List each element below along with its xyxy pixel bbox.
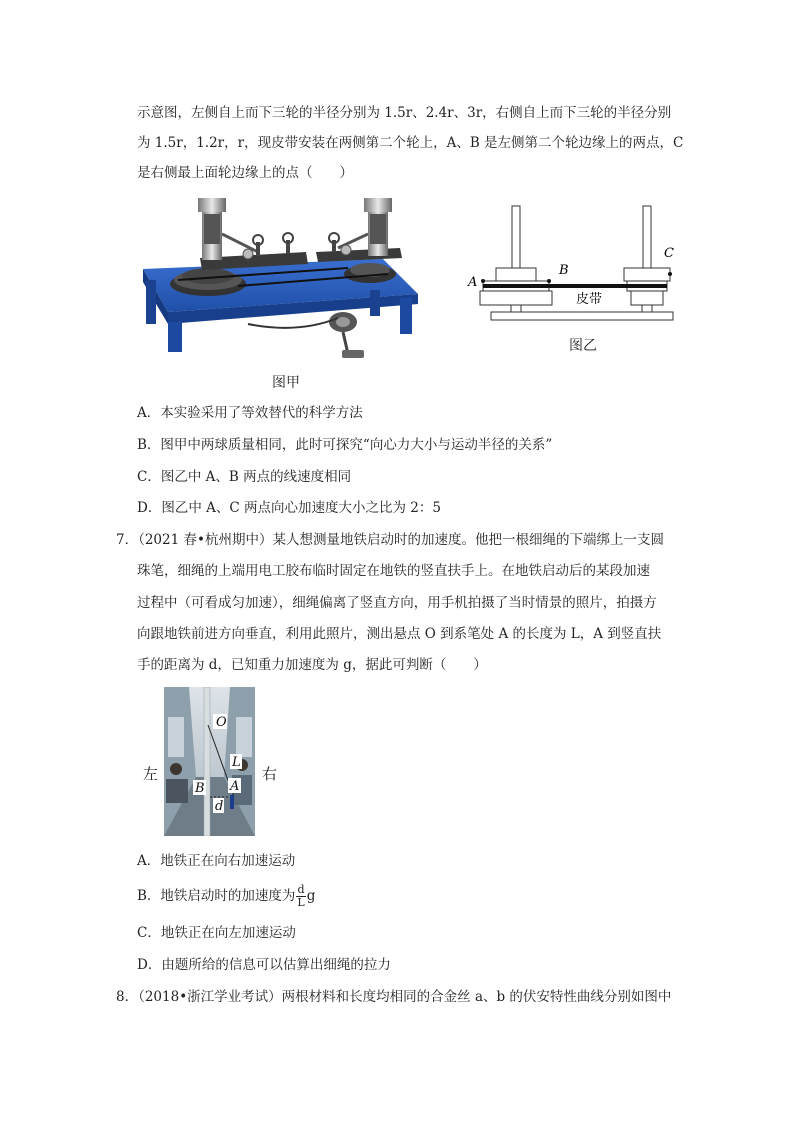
q7-stem-line-1: 7．（2021 春•杭州期中）某人想测量地铁启动时的加速度。他把一根细绳的下端绑上一支圆 [116, 532, 664, 548]
q7-stem-line-2: 珠笔，细绳的上端用电工胶布临时固定在地铁的竖直扶手上。在地铁启动后的某段加速 [137, 563, 650, 579]
label-a: A [230, 779, 240, 794]
photo-label-right: 右 [262, 765, 278, 783]
q7-option-d: D．由题所给的信息可以估算出细绳的拉力 [137, 957, 391, 973]
label-o: O [216, 715, 227, 730]
q6-option-a: A．本实验采用了等效替代的科学方法 [137, 405, 363, 421]
subway-photo [164, 687, 255, 836]
q6-option-b: B．图甲中两球质量相同，此时可探究“向心力大小与运动半径的关系” [137, 437, 553, 453]
label-belt: 皮带 [576, 292, 603, 307]
label-b: B [559, 263, 569, 278]
label-c: C [664, 246, 674, 261]
q7-option-b-fraction [296, 884, 305, 909]
photo-label-left: 左 [143, 765, 159, 783]
figure-yi-caption: 图乙 [569, 338, 597, 354]
q7-stem-line-4: 向跟地铁前进方向垂直，利用此照片，测出悬点 O 到系笔处 A 的长度为 L，A 到竖直扶 [137, 626, 662, 642]
q7-option-b-prefix: B．地铁启动时的加速度为 [137, 888, 296, 904]
q8-stem-line-1: 8．（2018•浙江学业考试）两根材料和长度均相同的合金丝 a、b 的伏安特性曲线分别如图中 [116, 989, 672, 1005]
q7-stem-line-5: 手的距离为 d，已知重力加速度为 g，据此可判断（ ） [137, 657, 487, 673]
q6-option-d: D．图乙中 A、C 两点向心加速度大小之比为 2：5 [137, 500, 441, 516]
q6-stem-line-1: 示意图，左侧自上而下三轮的半径分别为 1.5r、2.4r、3r，右侧自上而下三轮的半径分别 [137, 105, 672, 121]
q6-stem-line-2: 为 1.5r，1.2r，r，现皮带安装在两侧第二个轮上，A、B 是左侧第二个轮边缘上的两点，C [137, 135, 684, 151]
label-b: B [195, 781, 205, 796]
q7-option-c: C．地铁正在向左加速运动 [137, 925, 296, 941]
q6-option-c: C．图乙中 A、B 两点的线速度相同 [137, 469, 352, 485]
q7-option-b-suffix: g [306, 888, 316, 904]
label-d: d [215, 799, 224, 814]
q7-option-b [137, 882, 315, 910]
fraction-numerator: d [297, 883, 305, 896]
figure-jia-caption: 图甲 [272, 375, 300, 391]
q6-stem-line-3: 是右侧最上面轮边缘上的点（ ） [137, 165, 353, 181]
fraction-denominator: L [297, 896, 305, 909]
figure-jia-apparatus [138, 194, 420, 366]
q7-option-a: A．地铁正在向右加速运动 [137, 853, 296, 869]
figure-yi-schematic [455, 200, 691, 328]
q7-stem-line-3: 过程中（可看成匀加速），细绳偏离了竖直方向，用手机拍摄了当时情景的照片，拍摄方 [137, 595, 657, 611]
label-l: L [232, 755, 241, 770]
label-a: A [468, 275, 478, 290]
